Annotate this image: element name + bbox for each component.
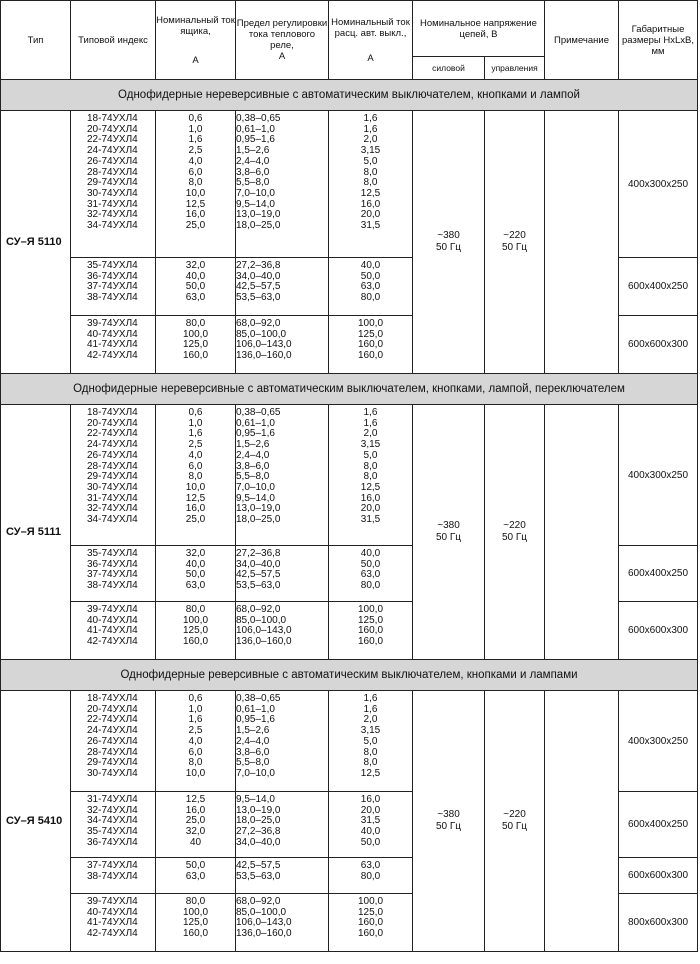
index-cell: 18-74УХЛ4 20-74УХЛ4 22-74УХЛ4 24-74УХЛ4 26-74УХЛ4 28-74УХЛ4 29-74УХЛ4 30-74УХЛ4 31-74УХЛ4 32-74УХЛ4 34-74УХЛ4: [71, 405, 156, 546]
index-cell: 35-74УХЛ4 36-74УХЛ4 37-74УХЛ4 38-74УХЛ4: [71, 258, 156, 316]
section-su-ya-5410: [1, 660, 698, 952]
dims-cell: 600x600x300: [619, 602, 698, 660]
header-box-current: [156, 1, 236, 80]
box-current-cell: 0,6 1,0 1,6 2,5 4,0 6,0 8,0 10,0 12,5 16,0 25,0: [156, 405, 236, 546]
box-current-cell: 0,6 1,0 1,6 2,5 4,0 6,0 8,0 10,0 12,5 16,0 25,0: [156, 111, 236, 258]
index-cell: 37-74УХЛ4 38-74УХЛ4: [71, 858, 156, 894]
box-current-cell: 32,0 40,0 50,0 63,0: [156, 546, 236, 602]
index-cell: 35-74УХЛ4 36-74УХЛ4 37-74УХЛ4 38-74УХЛ4: [71, 546, 156, 602]
table-header: [1, 1, 698, 80]
header-voltage: Номинальное напряжение цепей, В: [413, 1, 545, 57]
relay-range-cell: 0,38–0,65 0,61–1,0 0,95–1,6 1,5–2,6 2,4–4,0 3,8–6,0 5,5–8,0 7,0–10,0 9,5–14,0 13,0–19,0 18,0–25,0: [236, 405, 329, 546]
section-su-ya-5110: [1, 80, 698, 374]
index-cell: 18-74УХЛ4 20-74УХЛ4 22-74УХЛ4 24-74УХЛ4 26-74УХЛ4 28-74УХЛ4 29-74УХЛ4 30-74УХЛ4: [71, 691, 156, 792]
relay-range-cell: 68,0–92,0 85,0–100,0 106,0–143,0 136,0–160,0: [236, 316, 329, 374]
dims-cell: 400x300x250: [619, 691, 698, 792]
header-dims: Габаритные размеры НхLхВ, мм: [619, 1, 698, 80]
box-current-cell: 80,0 100,0 125,0 160,0: [156, 316, 236, 374]
box-current-cell: 32,0 40,0 50,0 63,0: [156, 258, 236, 316]
breaker-current-cell: 1,6 1,6 2,0 3,15 5,0 8,0 8,0 12,5: [329, 691, 413, 792]
section-title: Однофидерные нереверсивные с автоматическим выключателем, кнопками и лампой: [1, 80, 698, 111]
header-note: Примечание: [545, 1, 619, 80]
type-cell: СУ–Я 5410: [1, 691, 71, 952]
breaker-current-cell: 16,0 20,0 31,5 40,0 50,0: [329, 792, 413, 858]
dims-cell: 600x400x250: [619, 792, 698, 858]
relay-range-cell: 27,2–36,8 34,0–40,0 42,5–57,5 53,5–63,0: [236, 546, 329, 602]
box-current-cell: 80,0 100,0 125,0 160,0: [156, 894, 236, 952]
relay-range-cell: 0,38–0,65 0,61–1,0 0,95–1,6 1,5–2,6 2,4–4,0 3,8–6,0 5,5–8,0 7,0–10,0 9,5–14,0 13,0–19,0 18,0–25,0: [236, 111, 329, 258]
note-cell: [545, 405, 619, 660]
box-current-cell: 0,6 1,0 1,6 2,5 4,0 6,0 8,0 10,0: [156, 691, 236, 792]
header-breaker-current-unit: А: [367, 52, 374, 64]
type-cell: СУ–Я 5111: [1, 405, 71, 660]
index-cell: 18-74УХЛ4 20-74УХЛ4 22-74УХЛ4 24-74УХЛ4 26-74УХЛ4 28-74УХЛ4 29-74УХЛ4 30-74УХЛ4 31-74УХЛ4 32-74УХЛ4 34-74УХЛ4: [71, 111, 156, 258]
header-breaker-current-label: Номинальный ток расц. авт. выкл.,: [331, 16, 410, 39]
header-relay-range: [236, 1, 329, 80]
dims-cell: 600x400x250: [619, 546, 698, 602]
section-su-ya-5111: [1, 374, 698, 660]
box-current-cell: 80,0 100,0 125,0 160,0: [156, 602, 236, 660]
header-voltage-control: управления: [485, 57, 545, 80]
section-title: Однофидерные реверсивные с автоматическим выключателем, кнопками и лампами: [1, 660, 698, 691]
dims-cell: 400x300x250: [619, 111, 698, 258]
breaker-current-cell: 63,0 80,0: [329, 858, 413, 894]
index-cell: 39-74УХЛ4 40-74УХЛ4 41-74УХЛ4 42-74УХЛ4: [71, 602, 156, 660]
breaker-current-cell: 1,6 1,6 2,0 3,15 5,0 8,0 8,0 12,5 16,0 20,0 31,5: [329, 111, 413, 258]
header-relay-range-label: Предел регулировки тока теплового реле,: [236, 18, 328, 51]
relay-range-cell: 9,5–14,0 13,0–19,0 18,0–25,0 27,2–36,8 34,0–40,0: [236, 792, 329, 858]
voltage-control-cell: ~220 50 Гц: [485, 405, 545, 660]
dims-cell: 600x400x250: [619, 258, 698, 316]
breaker-current-cell: 1,6 1,6 2,0 3,15 5,0 8,0 8,0 12,5 16,0 20,0 31,5: [329, 405, 413, 546]
voltage-control-cell: ~220 50 Гц: [485, 691, 545, 952]
breaker-current-cell: 100,0 125,0 160,0 160,0: [329, 316, 413, 374]
breaker-current-cell: 100,0 125,0 160,0 160,0: [329, 894, 413, 952]
relay-range-cell: 68,0–92,0 85,0–100,0 106,0–143,0 136,0–160,0: [236, 602, 329, 660]
breaker-current-cell: 40,0 50,0 63,0 80,0: [329, 546, 413, 602]
relay-range-cell: 42,5–57,5 53,5–63,0: [236, 858, 329, 894]
breaker-current-cell: 40,0 50,0 63,0 80,0: [329, 258, 413, 316]
header-type: Тип: [1, 1, 71, 80]
index-cell: 39-74УХЛ4 40-74УХЛ4 41-74УХЛ4 42-74УХЛ4: [71, 316, 156, 374]
box-current-cell: 12,5 16,0 25,0 32,0 40: [156, 792, 236, 858]
relay-range-cell: 0,38–0,65 0,61–1,0 0,95–1,6 1,5–2,6 2,4–4,0 3,8–6,0 5,5–8,0 7,0–10,0: [236, 691, 329, 792]
type-cell: СУ–Я 5110: [1, 111, 71, 374]
header-voltage-power: силовой: [413, 57, 485, 80]
dims-cell: 600x600x300: [619, 316, 698, 374]
header-index: Типовой индекс: [71, 1, 156, 80]
box-current-cell: 50,0 63,0: [156, 858, 236, 894]
relay-range-cell: 27,2–36,8 34,0–40,0 42,5–57,5 53,5–63,0: [236, 258, 329, 316]
voltage-control-cell: ~220 50 Гц: [485, 111, 545, 374]
note-cell: [545, 691, 619, 952]
index-cell: 39-74УХЛ4 40-74УХЛ4 41-74УХЛ4 42-74УХЛ4: [71, 894, 156, 952]
voltage-power-cell: ~380 50 Гц: [413, 691, 485, 952]
note-cell: [545, 111, 619, 374]
header-box-current-label: Номинальный ток ящика,: [156, 14, 235, 37]
voltage-power-cell: ~380 50 Гц: [413, 111, 485, 374]
section-title: Однофидерные нереверсивные с автоматическим выключателем, кнопками, лампой, переключателем: [1, 374, 698, 405]
index-cell: 31-74УХЛ4 32-74УХЛ4 34-74УХЛ4 35-74УХЛ4 36-74УХЛ4: [71, 792, 156, 858]
relay-range-cell: 68,0–92,0 85,0–100,0 106,0–143,0 136,0–160,0: [236, 894, 329, 952]
breaker-current-cell: 100,0 125,0 160,0 160,0: [329, 602, 413, 660]
voltage-power-cell: ~380 50 Гц: [413, 405, 485, 660]
dims-cell: 800x600x300: [619, 894, 698, 952]
header-box-current-unit: А: [192, 54, 199, 66]
header-breaker-current: [329, 1, 413, 80]
dims-cell: 400x300x250: [619, 405, 698, 546]
header-relay-range-unit: А: [278, 51, 286, 62]
dims-cell: 600x600x300: [619, 858, 698, 894]
